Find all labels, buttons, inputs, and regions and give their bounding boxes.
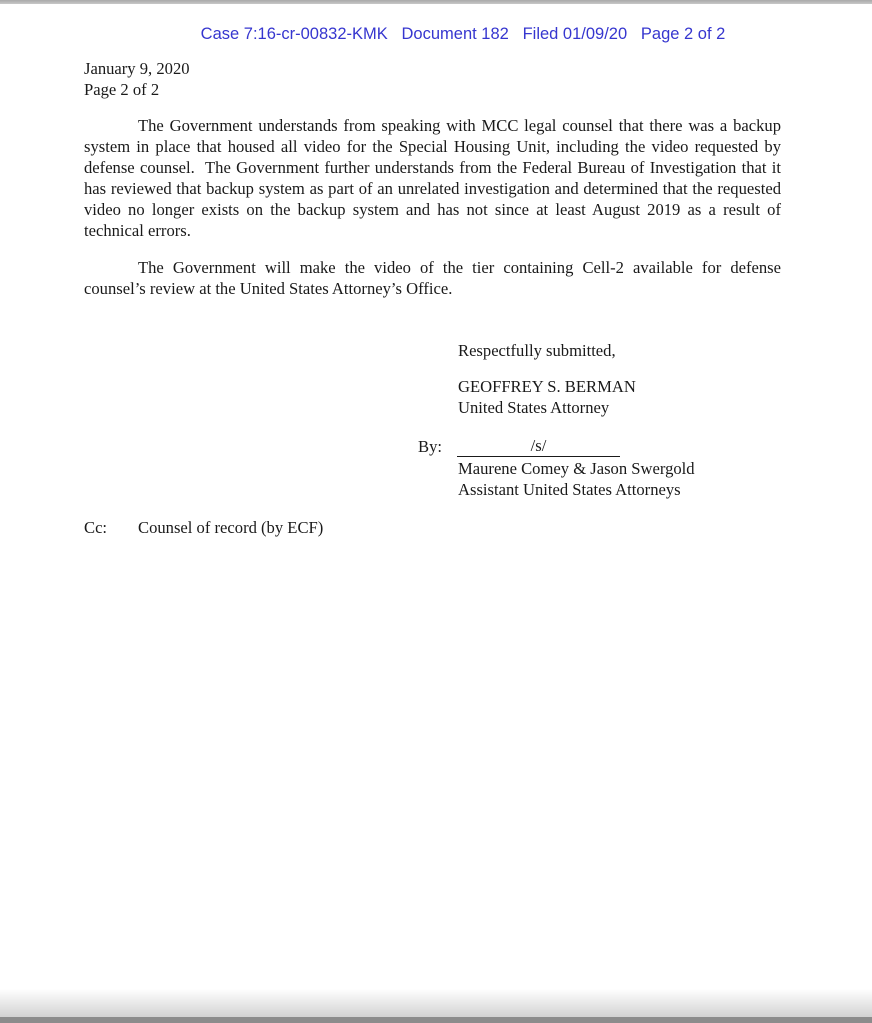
signature-line (457, 436, 620, 457)
by-label: By: (418, 437, 442, 456)
bottom-edge-strip (0, 1017, 872, 1023)
top-edge-strip (0, 0, 872, 4)
signature-attorney-block (458, 376, 636, 418)
signature-closing: Respectfully submitted, (458, 341, 616, 360)
cc-row (84, 517, 323, 538)
signers-title: Assistant United States Attorneys (458, 480, 681, 499)
signature-by-row (418, 436, 620, 457)
letter-date: January 9, 2020 (84, 59, 190, 78)
attorney-name: GEOFFREY S. BERMAN (458, 377, 636, 396)
bottom-fade-gradient (0, 989, 872, 1017)
cc-value: Counsel of record (by ECF) (138, 518, 324, 537)
letterhead-date-block (84, 58, 190, 100)
cc-label: Cc: (84, 518, 108, 537)
attorney-title: United States Attorney (458, 398, 610, 417)
letter-body (84, 116, 786, 300)
paragraph-backup-system: The Government understands from speaking with MCC legal counsel that there was a backup system in place that housed all video for the Special Housing Unit, including the video requested by defense counsel. The Government further understands from the Federal Bureau of Investigation that it has reviewed that backup system as part of an unrelated investigation and determined that the requested video no longer exists on the backup system and has not since at least August 2019 as a result of technical errors. (84, 116, 786, 240)
paragraph-video-review: The Government will make the video of the tier containing Cell-2 available for defense counsel’s review at the United States Attorney’s Office. (84, 258, 786, 299)
letter-page-number: Page 2 of 2 (84, 80, 160, 99)
ecf-case-stamp: Case 7:16-cr-00832-KMK Document 182 Filed 01/09/20 Page 2 of 2 (200, 25, 726, 43)
s-slash-signature-mark: /s/ (530, 436, 547, 455)
signature-signers-block (458, 458, 695, 500)
signers-names: Maurene Comey & Jason Swergold (458, 459, 695, 478)
